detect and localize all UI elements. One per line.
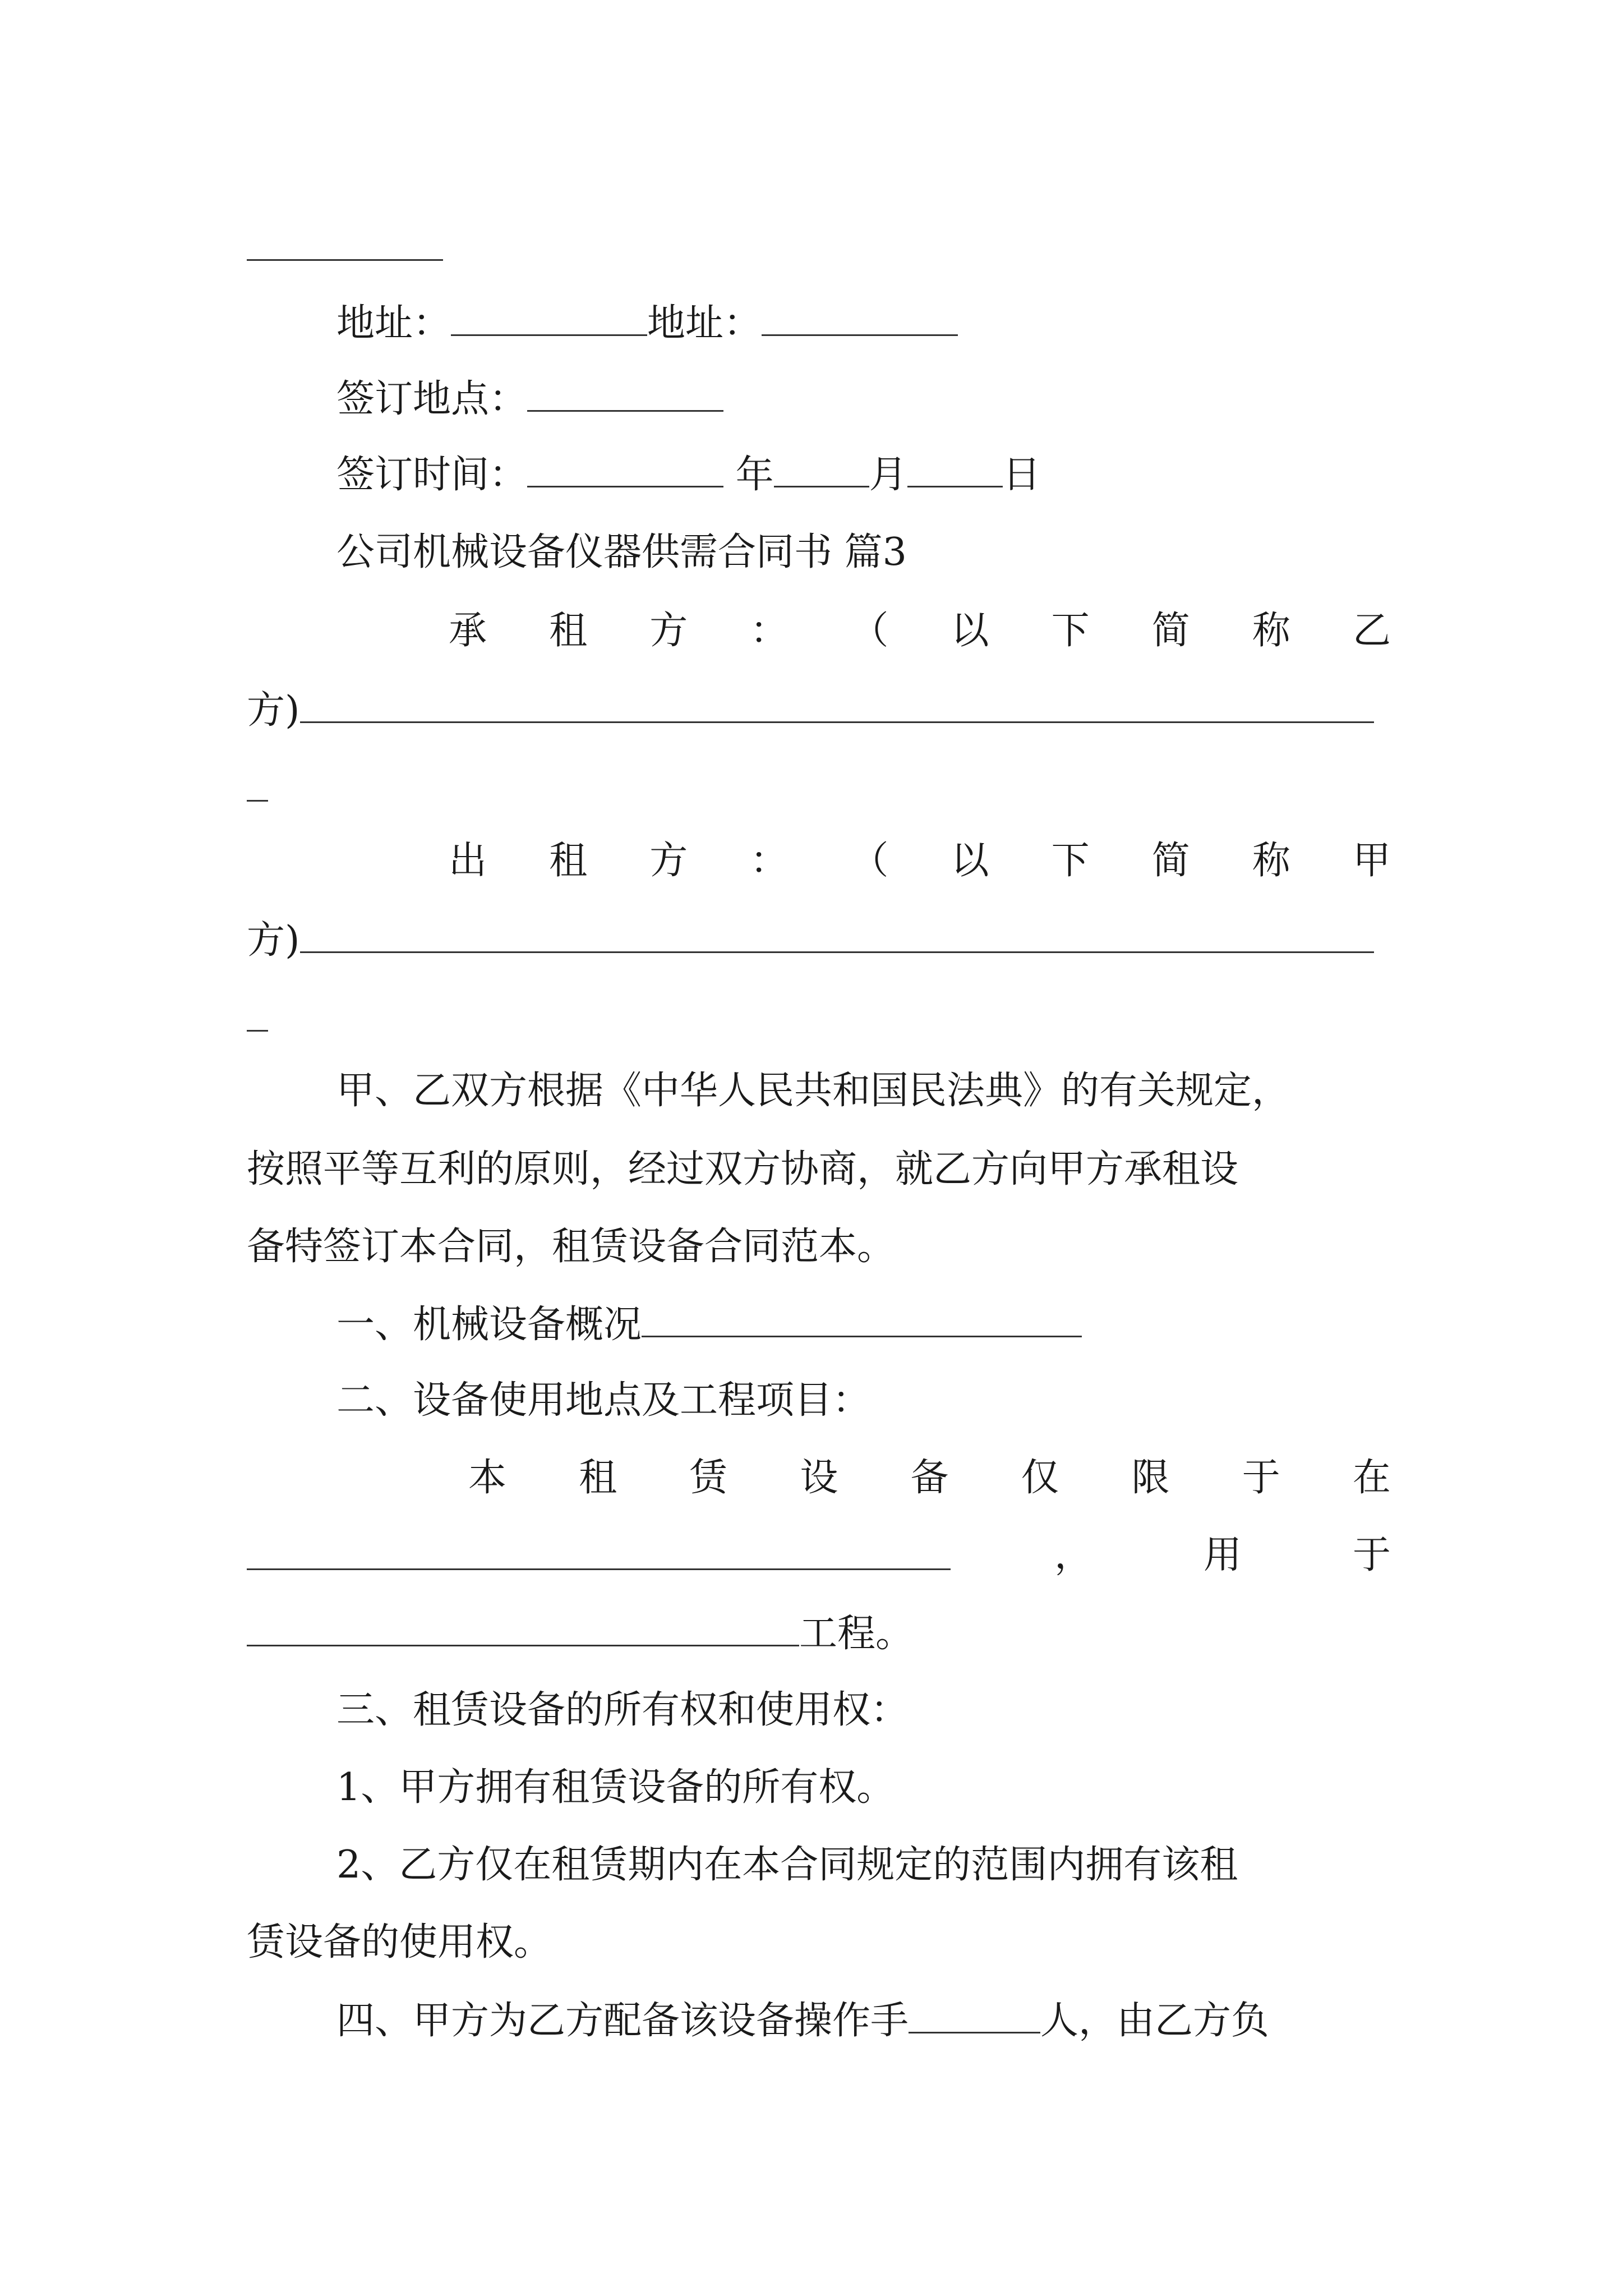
item-3-2-line-1: 2、乙方仅在租赁期内在本合同规定的范围内拥有该租 (336, 1843, 1238, 1887)
sign-place-line (336, 373, 723, 425)
year-label: 年 (735, 453, 774, 497)
section-title: 公司机械设备仪器供需合同书 篇3 (336, 530, 907, 574)
sign-place-blank (527, 373, 723, 412)
month-label: 月 (869, 453, 907, 497)
lessor-char: 简 (1151, 839, 1190, 883)
item-3-2-line-2: 赁设备的使用权。 (247, 1920, 552, 1964)
address-label-1: 地址： (336, 301, 451, 346)
lessor-char: 方 (649, 839, 688, 883)
item-2-char: 用 (1203, 1533, 1242, 1577)
item-2-line-2 (1054, 1530, 1391, 1581)
lessee-char: 简 (1151, 609, 1190, 653)
item-2-line-3 (247, 1608, 914, 1659)
lessee-char: 承 (449, 609, 487, 653)
item-4-count-blank (909, 1995, 1040, 2033)
month-blank (774, 449, 869, 487)
item-2-char: 赁 (689, 1456, 728, 1500)
address-blank-1 (451, 297, 647, 336)
item-2-char: 于 (1352, 1533, 1391, 1577)
day-label: 日 (1002, 453, 1041, 497)
lessor-char: 出 (449, 839, 487, 883)
lessor-char: 下 (1051, 839, 1090, 883)
lessee-tail-text: 方) (247, 688, 300, 733)
item-1 (336, 1299, 1082, 1350)
lessor-tail (247, 914, 1374, 966)
lessor-line (449, 836, 1391, 886)
intro-line-3: 备特签订本合同，租赁设备合同范本。 (247, 1225, 896, 1269)
lessee-char: 称 (1252, 609, 1290, 653)
item-1-blank (642, 1299, 1082, 1337)
day-blank (907, 449, 1003, 487)
item-2-project-suffix: 工程。 (799, 1612, 914, 1656)
lessor-char: 甲 (1352, 839, 1391, 883)
item-2-char: 本 (468, 1456, 507, 1500)
lessor-char: 租 (549, 839, 588, 883)
intro-line-1: 甲、乙双方根据《中华人民共和国民法典》的有关规定， (336, 1069, 1290, 1113)
item-2-char: 租 (579, 1456, 617, 1500)
item-1-text: 一、机械设备概况 (336, 1303, 642, 1347)
lessee-char: 下 (1051, 609, 1090, 653)
item-2-char: 仅 (1021, 1456, 1059, 1500)
item-3-1: 1、甲方拥有租赁设备的所有权。 (336, 1765, 895, 1810)
address-line (336, 297, 958, 349)
lessor-char: 以 (951, 839, 989, 883)
address-blank-2 (762, 297, 958, 336)
item-2-location-blank (247, 1568, 951, 1570)
lessee-name-blank (300, 684, 1374, 723)
item-3: 三、租赁设备的所有权和使用权： (336, 1688, 909, 1732)
item-2-char: 限 (1131, 1456, 1170, 1500)
address-label-2: 地址： (647, 301, 762, 346)
lessee-char: 租 (549, 609, 588, 653)
item-4-post: 人，由乙方负 (1040, 1999, 1270, 2043)
lessee-line (449, 606, 1391, 656)
item-2-line-1 (468, 1453, 1391, 1503)
lessee-tail (247, 684, 1374, 736)
lessor-name-blank (300, 914, 1374, 953)
item-2-char: 设 (800, 1456, 838, 1500)
lessee-char: 乙 (1352, 609, 1391, 653)
sign-time-line (336, 449, 1041, 500)
lessor-blank-continuation (247, 1030, 268, 1032)
intro-line-2: 按照平等互利的原则，经过双方协商，就乙方向甲方承租设 (247, 1147, 1239, 1191)
item-2-char: 在 (1352, 1456, 1391, 1500)
top-blank-line (247, 259, 443, 261)
item-2: 二、设备使用地点及工程项目： (336, 1378, 871, 1423)
sign-place-label: 签订地点： (336, 377, 528, 421)
item-4 (336, 1995, 1269, 2046)
lessee-char: ： (750, 609, 789, 653)
item-2-project-blank (247, 1608, 799, 1646)
lessor-char: 称 (1252, 839, 1290, 883)
lessee-char: 方 (649, 609, 688, 653)
lessor-char: （ (850, 839, 889, 883)
lessee-char: 以 (951, 609, 989, 653)
sign-time-blank (527, 449, 723, 487)
item-2-comma: ， (1054, 1533, 1093, 1577)
item-2-char: 备 (910, 1456, 949, 1500)
sign-time-label: 签订时间： (336, 453, 528, 497)
lessee-blank-continuation (247, 800, 268, 802)
lessee-char: （ (850, 609, 889, 653)
lessor-char: ： (750, 839, 789, 883)
item-4-pre: 四、甲方为乙方配备该设备操作手 (336, 1999, 909, 2043)
lessor-tail-text: 方) (247, 918, 300, 963)
item-2-char: 于 (1242, 1456, 1280, 1500)
